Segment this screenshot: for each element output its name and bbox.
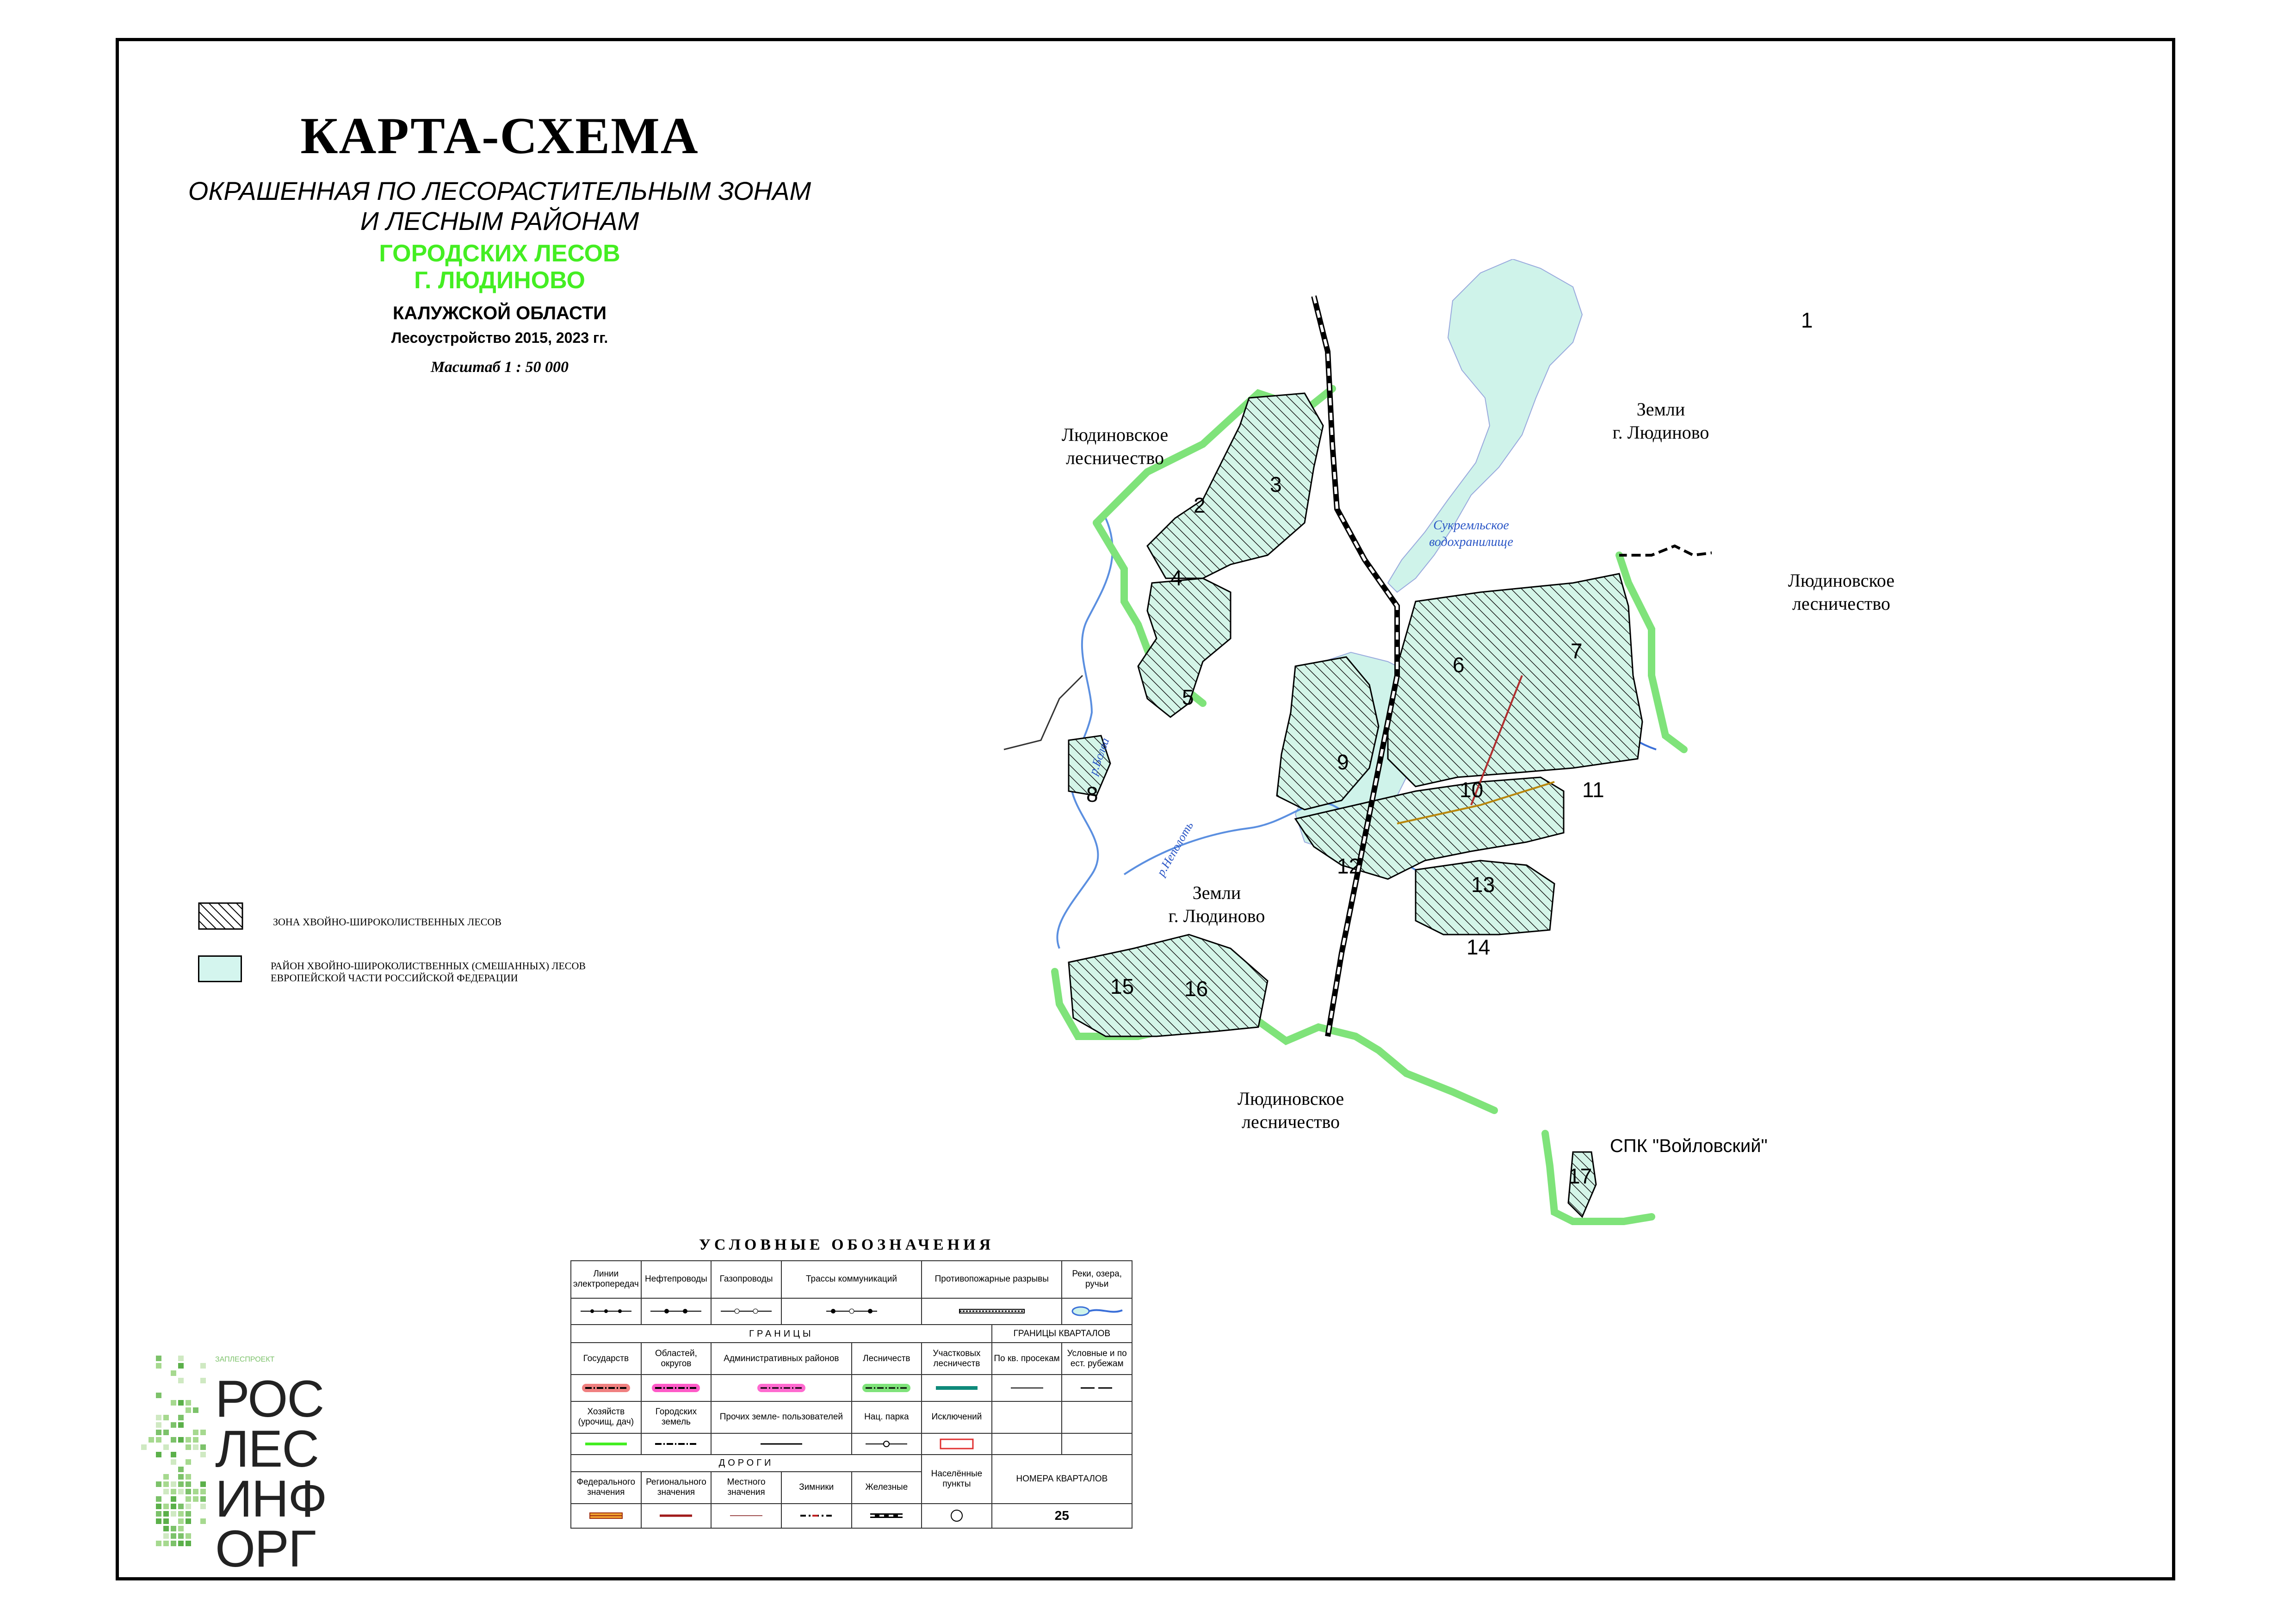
sym-settlements — [922, 1504, 992, 1528]
quarter-number-2: 2 — [1194, 493, 1206, 517]
legend-quarter-sample: 25 — [992, 1504, 1132, 1528]
legend-other-users: Прочих земле- пользователей — [711, 1401, 851, 1433]
logo-tile — [193, 1437, 198, 1443]
quarter-number-10: 10 — [1460, 778, 1484, 802]
logo-line2: ЛЕС — [215, 1420, 319, 1478]
sym-states — [571, 1375, 641, 1401]
logo-tile — [186, 1533, 191, 1539]
sym-power-lines — [571, 1298, 641, 1325]
logo-tile — [193, 1407, 198, 1413]
logo-tile — [178, 1415, 184, 1420]
legend-regional-roads: Регионального значения — [641, 1472, 712, 1504]
logo-tile — [163, 1511, 169, 1517]
label-forestry-nw-2: лесничество — [1066, 447, 1164, 468]
logo-text — [215, 1370, 327, 1578]
logo-tile — [171, 1452, 176, 1457]
quarter-2-3 — [1147, 393, 1323, 578]
label-forestry-e-1: Людиновское — [1788, 570, 1895, 591]
quarter-number-9: 9 — [1337, 750, 1349, 774]
river-bolva — [1057, 518, 1112, 948]
logo-tile — [178, 1467, 184, 1472]
logo-tile — [200, 1489, 206, 1494]
logo-tile — [171, 1489, 176, 1494]
sym-by-clearings — [992, 1375, 1062, 1401]
logo-tile — [171, 1459, 176, 1465]
page-title: КАРТА-СХЕМА — [300, 107, 699, 165]
logo-mosaic — [141, 1356, 210, 1550]
logo-small-text: ЗАПЛЕСПРОЕКТ — [215, 1356, 275, 1363]
legend-railways: Железные — [852, 1472, 922, 1504]
subtitle-line2: И ЛЕСНЫМ РАЙОНАМ — [360, 206, 639, 235]
logo-tile — [200, 1444, 206, 1450]
logo-tile — [178, 1474, 184, 1480]
logo-tile — [178, 1541, 184, 1546]
logo-tile — [163, 1415, 169, 1420]
logo-line4: ОРГ — [215, 1520, 316, 1578]
region-label: КАЛУЖСКОЙ ОБЛАСТИ — [392, 303, 607, 323]
logo-tile — [163, 1526, 169, 1531]
legend-by-clearings: По кв. просекам — [992, 1343, 1062, 1375]
logo-tile — [178, 1422, 184, 1428]
label-lands-ne — [1591, 398, 1730, 444]
label-reservoir — [1416, 517, 1527, 551]
zone2-swatch — [198, 955, 242, 982]
legend-empty-3 — [992, 1433, 1062, 1455]
sym-admin-districts — [711, 1375, 851, 1401]
zone1-label: ЗОНА ХВОЙНО-ШИРОКОЛИСТВЕННЫХ ЛЕСОВ — [273, 916, 501, 928]
zone2-label-line2: ЕВРОПЕЙСКОЙ ЧАСТИ РОССИЙСКОЙ ФЕДЕРАЦИИ — [271, 972, 518, 984]
logo-tile — [193, 1489, 198, 1494]
logo-tile — [171, 1504, 176, 1509]
sym-estates — [571, 1433, 641, 1455]
object-line1: ГОРОДСКИХ ЛЕСОВ — [379, 240, 620, 267]
quarter-15-16 — [1069, 935, 1268, 1036]
quarter-number-6: 6 — [1453, 653, 1465, 677]
logo-tile — [163, 1518, 169, 1524]
logo-tile — [156, 1415, 161, 1420]
logo-tile — [178, 1511, 184, 1517]
sym-regional-roads — [641, 1504, 712, 1528]
zone2-label-line1: РАЙОН ХВОЙНО-ШИРОКОЛИСТВЕННЫХ (СМЕШАННЫХ) ЛЕСОВ — [271, 960, 586, 972]
sym-national-park — [852, 1433, 922, 1455]
label-river-bolva: р.Болва — [1086, 736, 1112, 777]
logo-tile — [171, 1481, 176, 1487]
sym-oil-pipelines — [641, 1298, 712, 1325]
legend-regions: Областей, округов — [641, 1343, 712, 1375]
survey-label: Лесоустройство 2015, 2023 гг. — [391, 329, 608, 346]
logo-tile — [186, 1511, 191, 1517]
quarter-14 — [1416, 861, 1554, 935]
sym-forestries — [852, 1375, 922, 1401]
sym-winter-roads — [781, 1504, 852, 1528]
label-forestry-s-2: лесничество — [1242, 1111, 1340, 1132]
logo-tile — [193, 1496, 198, 1502]
logo-tile — [156, 1504, 161, 1509]
legend-roads-header: ДОРОГИ — [571, 1455, 922, 1472]
logo-tile — [178, 1363, 184, 1369]
legend-estates: Хозяйств (урочищ, дач) — [571, 1401, 641, 1433]
logo-tile — [186, 1481, 191, 1487]
logo-tile — [156, 1422, 161, 1428]
logo-tile — [186, 1496, 191, 1502]
sym-exclusions — [922, 1433, 992, 1455]
zone1-swatch — [198, 902, 244, 931]
legend-quarters-header: ГРАНИЦЫ КВАРТАЛОВ — [992, 1325, 1132, 1343]
logo-tile — [200, 1363, 206, 1369]
legend-empty-1 — [992, 1401, 1062, 1433]
logo-tile — [178, 1481, 184, 1487]
quarter-number-11: 11 — [1582, 778, 1604, 802]
logo-tile — [163, 1430, 169, 1435]
legend-empty-4 — [1062, 1433, 1132, 1455]
logo-tile — [186, 1504, 191, 1509]
label-forestry-nw-1: Людиновское — [1061, 424, 1169, 445]
sym-regions — [641, 1375, 712, 1401]
legend-comm-routes: Трассы коммуникаций — [781, 1261, 922, 1298]
quarter-number-13: 13 — [1471, 873, 1495, 897]
logo-tile — [171, 1533, 176, 1539]
logo-tile — [200, 1496, 206, 1502]
logo-tile — [178, 1533, 184, 1539]
western-line — [1004, 675, 1083, 750]
logo-tile — [156, 1481, 161, 1487]
logo-tile — [156, 1430, 161, 1435]
label-reservoir-1: Сукремльское — [1433, 518, 1509, 533]
logo-tile — [178, 1400, 184, 1406]
logo-tile — [156, 1437, 161, 1443]
label-forestry-s — [1212, 1087, 1369, 1134]
legend-federal-roads: Федерального значения — [571, 1472, 641, 1504]
logo-tile — [163, 1541, 169, 1546]
label-forestry-e-2: лесничество — [1792, 593, 1890, 614]
legend-local-roads: Местного значения — [711, 1472, 781, 1504]
logo-tile — [156, 1363, 161, 1369]
legend-empty-2 — [1062, 1401, 1132, 1433]
logo-tile — [156, 1496, 161, 1502]
sym-railways — [852, 1504, 922, 1528]
logo-tile — [186, 1444, 191, 1450]
logo-tile — [163, 1481, 169, 1487]
logo-tile — [200, 1518, 206, 1524]
quarter-number-12: 12 — [1337, 854, 1361, 878]
label-forestry-s-1: Людиновское — [1237, 1088, 1344, 1109]
sym-gas-pipelines — [711, 1298, 781, 1325]
sym-district-forestries — [922, 1375, 992, 1401]
label-reservoir-2: водохранилище — [1429, 535, 1513, 549]
label-lands-c-2: г. Людиново — [1168, 905, 1265, 926]
logo-tile — [186, 1400, 191, 1406]
scale-label: Масштаб 1 : 50 000 — [431, 359, 569, 376]
quarter-number-16: 16 — [1184, 977, 1208, 1001]
sym-federal-roads — [571, 1504, 641, 1528]
logo-tile — [200, 1378, 206, 1383]
quarter-number-14: 14 — [1467, 935, 1491, 959]
quarter-number-5: 5 — [1182, 685, 1194, 709]
logo-tile — [186, 1518, 191, 1524]
logo-tile — [200, 1504, 206, 1509]
logo-tile — [171, 1541, 176, 1546]
logo-tile — [178, 1437, 184, 1443]
subtitle-line1: ОКРАШЕННАЯ ПО ЛЕСОРАСТИТЕЛЬНЫМ ЗОНАМ — [188, 176, 811, 205]
legend-title: УСЛОВНЫЕ ОБОЗНАЧЕНИЯ — [699, 1236, 995, 1253]
logo-tile — [178, 1504, 184, 1509]
logo-tile — [156, 1393, 161, 1398]
logo-tile — [200, 1481, 206, 1487]
legend-national-park: Нац. парка — [852, 1401, 922, 1433]
legend-quarter-numbers: НОМЕРА КВАРТАЛОВ — [992, 1455, 1132, 1504]
legend-power-lines: Линии электропередач — [571, 1261, 641, 1298]
logo-tile — [171, 1496, 176, 1502]
legend-winter-roads: Зимники — [781, 1472, 852, 1504]
sym-by-natural — [1062, 1375, 1132, 1401]
logo-tile — [171, 1400, 176, 1406]
logo-tile — [200, 1452, 206, 1457]
label-lands-ne-2: г. Людиново — [1612, 422, 1709, 443]
logo-tile — [156, 1518, 161, 1524]
logo-tile — [186, 1459, 191, 1465]
quarter-number-1: 1 — [1801, 308, 1813, 332]
sym-city-lands — [641, 1433, 712, 1455]
quarter-number-15: 15 — [1110, 974, 1134, 998]
logo-tile — [171, 1422, 176, 1428]
quarter-number-3: 3 — [1270, 472, 1282, 496]
logo-tile — [178, 1526, 184, 1531]
legend-exclusions: Исключений — [922, 1401, 992, 1433]
logo-tile — [156, 1541, 161, 1546]
logo-tile — [149, 1437, 154, 1443]
logo-tile — [156, 1452, 161, 1457]
label-lands-ne-1: Земли — [1636, 399, 1685, 420]
label-river-neptyadi: р.Неполоть — [1154, 819, 1196, 879]
legend-table — [570, 1260, 1133, 1529]
logo-tile — [163, 1533, 169, 1539]
quarter-number-7: 7 — [1571, 639, 1583, 663]
logo-tile — [178, 1518, 184, 1524]
legend-rivers: Реки, озера, ручьи — [1062, 1261, 1132, 1298]
legend-oil-pipelines: Нефтепроводы — [641, 1261, 712, 1298]
logo-tile — [171, 1437, 176, 1443]
logo-tile — [186, 1437, 191, 1443]
label-forestry-e — [1763, 569, 1920, 615]
logo-tile — [186, 1489, 191, 1494]
label-lands-c — [1147, 881, 1286, 928]
logo-tile — [186, 1474, 191, 1480]
sym-fire-breaks — [922, 1298, 1062, 1325]
sym-rivers — [1062, 1298, 1132, 1325]
logo-tile — [193, 1444, 198, 1450]
logo-tile — [193, 1430, 198, 1435]
legend-by-natural: Условные и по ест. рубежам — [1062, 1343, 1132, 1375]
logo-tile — [200, 1430, 206, 1435]
logo-tile — [141, 1444, 147, 1450]
logo-tile — [163, 1474, 169, 1480]
quarter-number-4: 4 — [1170, 566, 1182, 590]
legend-gas-pipelines: Газопроводы — [711, 1261, 781, 1298]
quarter-6-7-10-11 — [1388, 574, 1642, 787]
logo-tile — [171, 1370, 176, 1376]
logo-tile — [178, 1378, 184, 1383]
legend-states: Государств — [571, 1343, 641, 1375]
logo-tile — [156, 1356, 161, 1361]
legend-district-forestries: Участковых лесничеств — [922, 1343, 992, 1375]
sym-other-users — [711, 1433, 851, 1455]
label-spk: СПК "Войловский" — [1610, 1136, 1768, 1156]
logo-tile — [163, 1444, 169, 1450]
logo-line1: РОС — [215, 1370, 324, 1428]
label-lands-c-1: Земли — [1192, 882, 1241, 903]
logo-tile — [178, 1489, 184, 1494]
legend-fire-breaks: Противопожарные разрывы — [922, 1261, 1062, 1298]
logo-tile — [171, 1526, 176, 1531]
quarter-number-8: 8 — [1086, 782, 1098, 806]
object-line2: Г. ЛЮДИНОВО — [414, 267, 585, 294]
logo-tile — [186, 1541, 191, 1546]
sym-local-roads — [711, 1504, 781, 1528]
logo-tile — [171, 1511, 176, 1517]
logo-tile — [186, 1407, 191, 1413]
legend-settlements: Населённые пункты — [922, 1455, 992, 1504]
logo-tile — [163, 1489, 169, 1494]
legend-city-lands: Городских земель — [641, 1401, 712, 1433]
sym-comm-routes — [781, 1298, 922, 1325]
logo-tile — [178, 1356, 184, 1361]
legend-boundaries-header: ГРАНИЦЫ — [571, 1325, 992, 1343]
logo-line3: ИНФ — [215, 1470, 327, 1528]
quarter-number-17: 17 — [1568, 1164, 1592, 1188]
legend-forestries: Лесничеств — [852, 1343, 922, 1375]
label-forestry-nw — [1036, 423, 1194, 470]
logo-tile — [163, 1504, 169, 1509]
logo-tile — [156, 1511, 161, 1517]
legend-admin-districts: Административных районов — [711, 1343, 851, 1375]
